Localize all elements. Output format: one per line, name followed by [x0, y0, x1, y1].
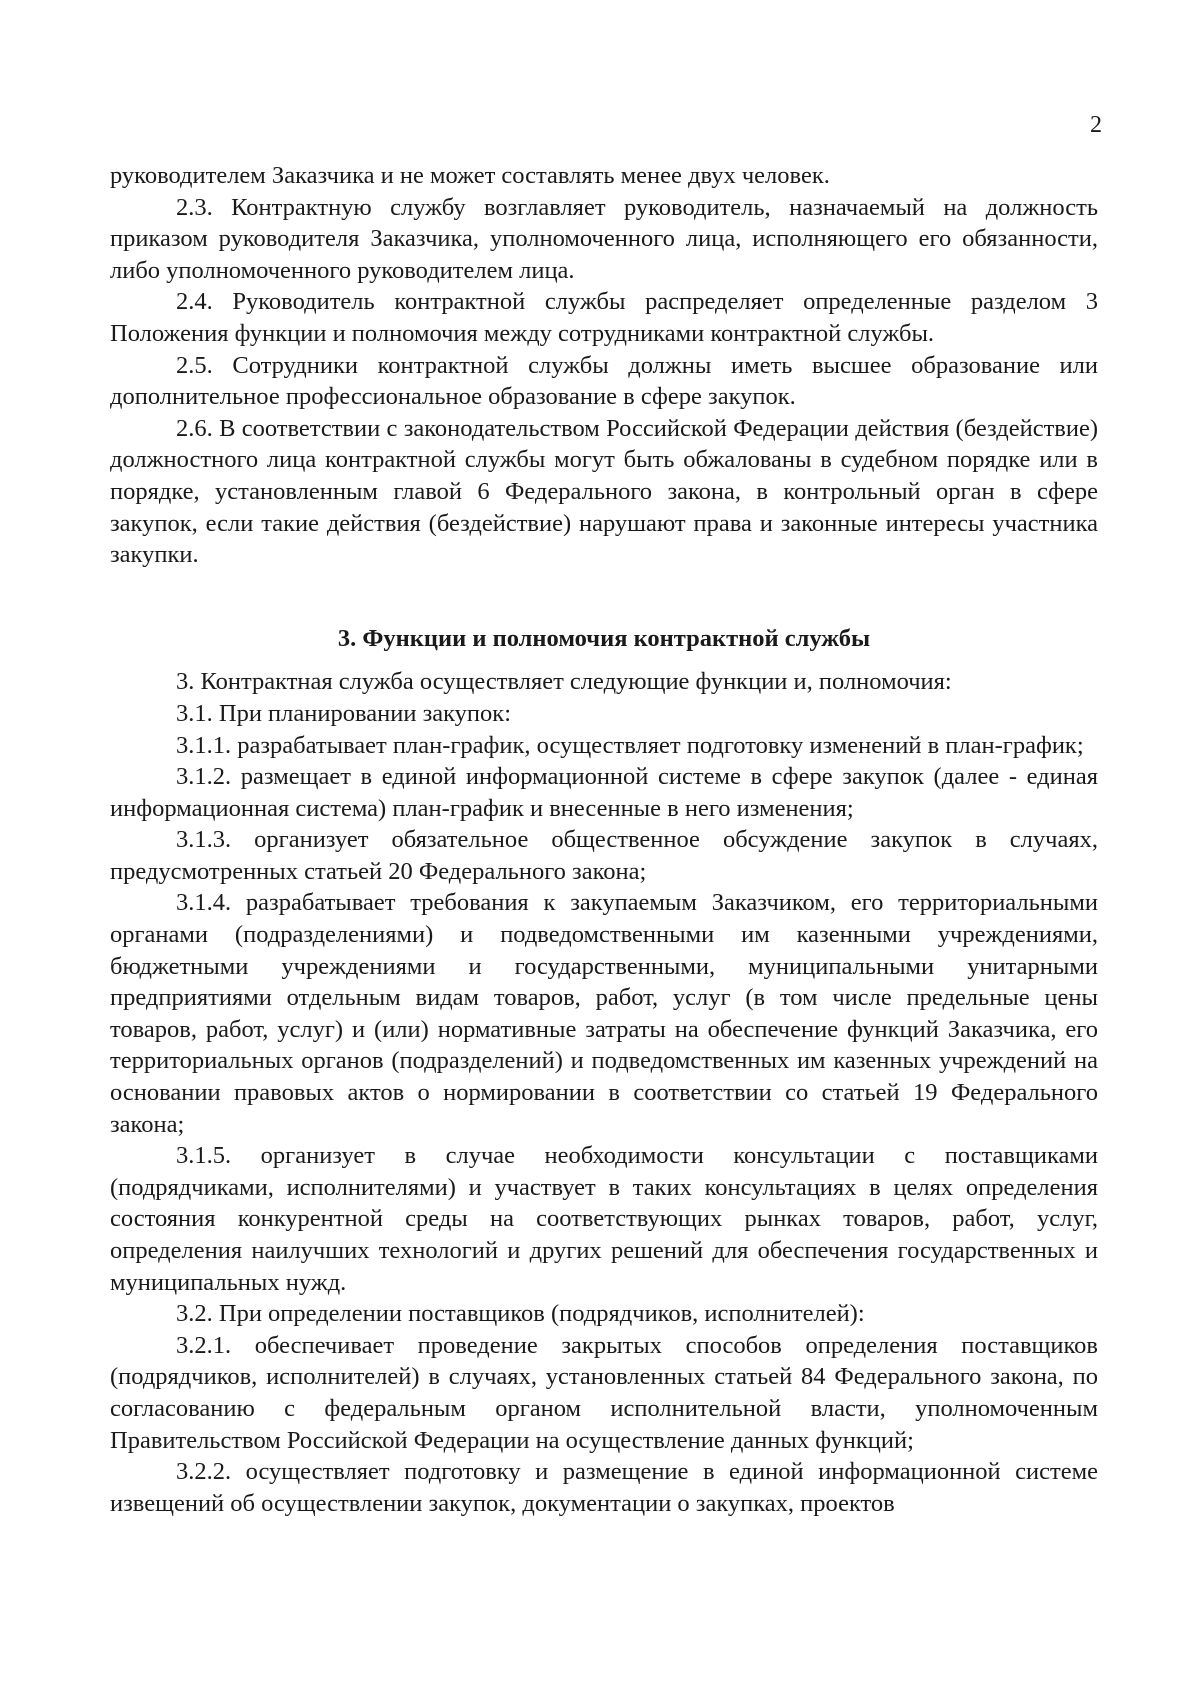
paragraph-3-1: 3.1. При планировании закупок: [176, 699, 511, 727]
paragraph-3-1-2: 3.1.2. размещает в единой информационной системе в сфере закупок (далее - единая информационная система) план-график и внесенные в него изменения; [110, 763, 1098, 822]
paragraph-3-2-1: 3.2.1. обеспечивает проведение закрытых способов определения поставщиков (подрядчиков, исполнителей) в случаях, установленных статьей 84 Федерального закона, по согласованию с федеральным органом исполнительной власти, уполномоченным Правительством Российской Федерации на осуществление данных функций; [110, 1331, 1098, 1454]
paragraph-3-1-4: 3.1.4. разрабатывает требования к закупаемым Заказчиком, его территориальными органами (подразделениями) и подведомственными им казенными учреждениями, бюджетными учреждениями и государственными, муниципальными унитарными предприятиями отдельным видам товаров, работ, услуг (в том числе предельные цены товаров, работ, услуг) и (или) нормативные затраты на обеспечение функций Заказчика, его территориальных органов (подразделений) и подведомственных им казенных учреждений на основании правовых актов о нормировании в соответствии со статьей 19 Федерального закона; [110, 889, 1098, 1138]
paragraph-2-5: 2.5. Сотрудники контрактной службы должны иметь высшее образование или дополнительное профессиональное образование в сфере закупок. [110, 351, 1098, 411]
section-3-heading: 3. Функции и полномочия контрактной службы [337, 624, 871, 652]
paragraph-3-1-1: 3.1.1. разрабатывает план-график, осуществляет подготовку изменений в план-график; [176, 731, 1084, 759]
paragraph-2-6: 2.6. В соответствии с законодательством Российской Федерации действия (бездействие) должностного лица контрактной службы могут быть обжалованы в судебном порядке или в порядке, установленным главой 6 Федерального закона, в контрольный орган в сфере закупок, если такие действия (бездействие) нарушают права и законные интересы участника закупки. [110, 414, 1098, 569]
paragraph-3-2: 3.2. При определении поставщиков (подрядчиков, исполнителей): [176, 1300, 865, 1328]
paragraph-3-1-3: 3.1.3. организует обязательное общественное обсуждение закупок в случаях, предусмотренных статьей 20 Федерального закона; [110, 826, 1098, 885]
paragraph-3: 3. Контрактная служба осуществляет следующие функции и, полномочия: [176, 668, 952, 696]
paragraph-continuation: руководителем Заказчика и не может составлять менее двух человек. [110, 162, 830, 189]
paragraph-2-3: 2.3. Контрактную службу возглавляет руководитель, назначаемый на должность приказом руководителя Заказчика, уполномоченного лица, исполняющего его обязанности, либо уполномоченного руководителем лица. [110, 193, 1098, 284]
paragraph-3-2-2: 3.2.2. осуществляет подготовку и размещение в единой информационной системе извещений об осуществлении закупок, документации о закупках, проектов [110, 1458, 1098, 1517]
page-number: 2 [1090, 112, 1102, 138]
paragraph-3-1-5: 3.1.5. организует в случае необходимости консультации с поставщиками (подрядчиками, исполнителями) и участвует в таких консультациях в целях определения состояния конкурентной среды на соответствующих рынках товаров, работ, услуг, определения наилучших технологий и других решений для обеспечения государственных и муниципальных нужд. [110, 1142, 1098, 1296]
document-body [110, 160, 1098, 1519]
paragraph-2-4: 2.4. Руководитель контрактной службы распределяет определенные разделом 3 Положения функции и полномочия между сотрудниками контрактной службы. [110, 288, 1098, 347]
